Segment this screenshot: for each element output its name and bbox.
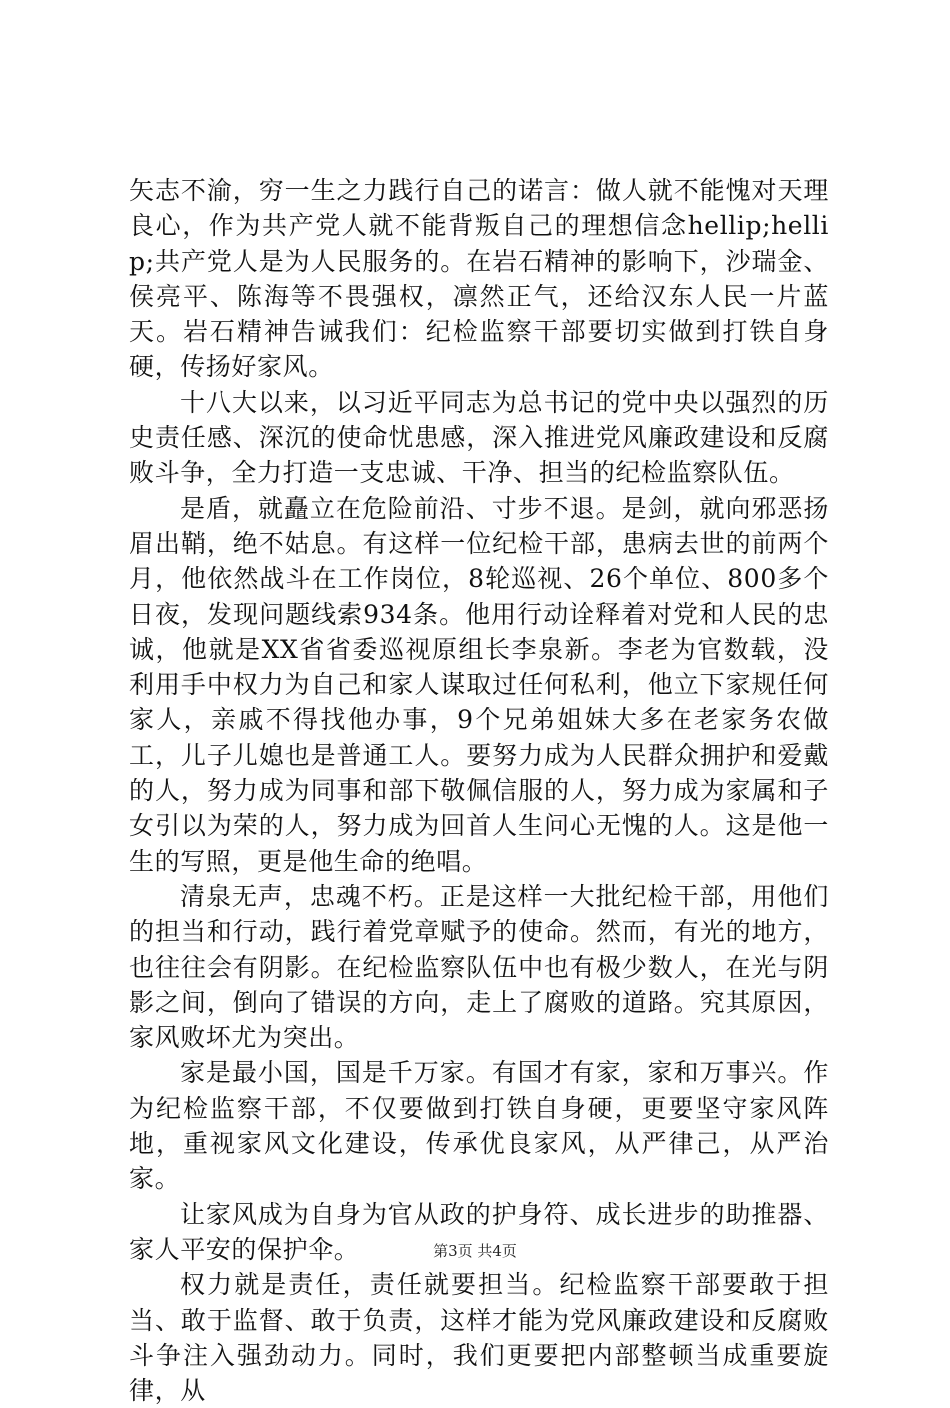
paragraph-6: 让家风成为自身为官从政的护身符、成长进步的助推器、家人平安的保护伞。 [129, 1199, 829, 1264]
page-number: 第3页 共4页 [433, 1242, 517, 1260]
paragraph-7: 权力就是责任，责任就要担当。纪检监察干部要敢于担当、敢于监督、敢于负责，这样才能为党风廉政建设和反腐败斗争注入强劲动力。同时，我们更要把内部整顿当成重要旋律，从 [129, 1270, 829, 1406]
page-footer [0, 1241, 950, 1261]
paragraph-2: 十八大以来，以习近平同志为总书记的党中央以强烈的历史责任感、深沉的使命忧患感，深入推进党风廉政建设和反腐败斗争，全力打造一支忠诚、干净、担当的纪检监察队伍。 [129, 387, 829, 488]
paragraph-1: 矢志不渝，穷一生之力践行自己的诺言：做人就不能愧对天理良心，作为共产党人就不能背叛自己的理想信念hellip;hellip;共产党人是为人民服务的。在岩石精神的影响下，沙瑞金、侯亮平、陈海等不畏强权，凛然正气，还给汉东人民一片蓝天。岩石精神告诫我们：纪检监察干部要切实做到打铁自身硬，传扬好家风。 [129, 176, 829, 382]
paragraph-3: 是盾，就矗立在危险前沿、寸步不退。是剑，就向邪恶扬眉出鞘，绝不姑息。有这样一位纪检干部，患病去世的前两个月，他依然战斗在工作岗位，8轮巡视、26个单位、800多个日夜，发现问题线索934条。他用行动诠释着对党和人民的忠诚，他就是XX省省委巡视原组长李泉新。李老为官数载，没利用手中权力为自己和家人谋取过任何私利，他立下家规任何家人，亲戚不得找他办事，9个兄弟姐妹大多在老家务农做工，儿子儿媳也是普通工人。要努力成为人民群众拥护和爱戴的人，努力成为同事和部下敬佩信服的人，努力成为家属和子女引以为荣的人，努力成为回首人生问心无愧的人。这是他一生的写照，更是他生命的绝唱。 [129, 493, 829, 876]
paragraph-4: 清泉无声，忠魂不朽。正是这样一大批纪检干部，用他们的担当和行动，践行着党章赋予的使命。然而，有光的地方，也往往会有阴影。在纪检监察队伍中也有极少数人，在光与阴影之间，倒向了错误的方向，走上了腐败的道路。究其原因，家风败坏尤为突出。 [129, 881, 829, 1053]
body-text [129, 173, 829, 1408]
paragraph-5: 家是最小国，国是千万家。有国才有家，家和万事兴。作为纪检监察干部，不仅要做到打铁自身硬，更要坚守家风阵地，重视家风文化建设，传承优良家风，从严律己，从严治家。 [129, 1058, 829, 1194]
